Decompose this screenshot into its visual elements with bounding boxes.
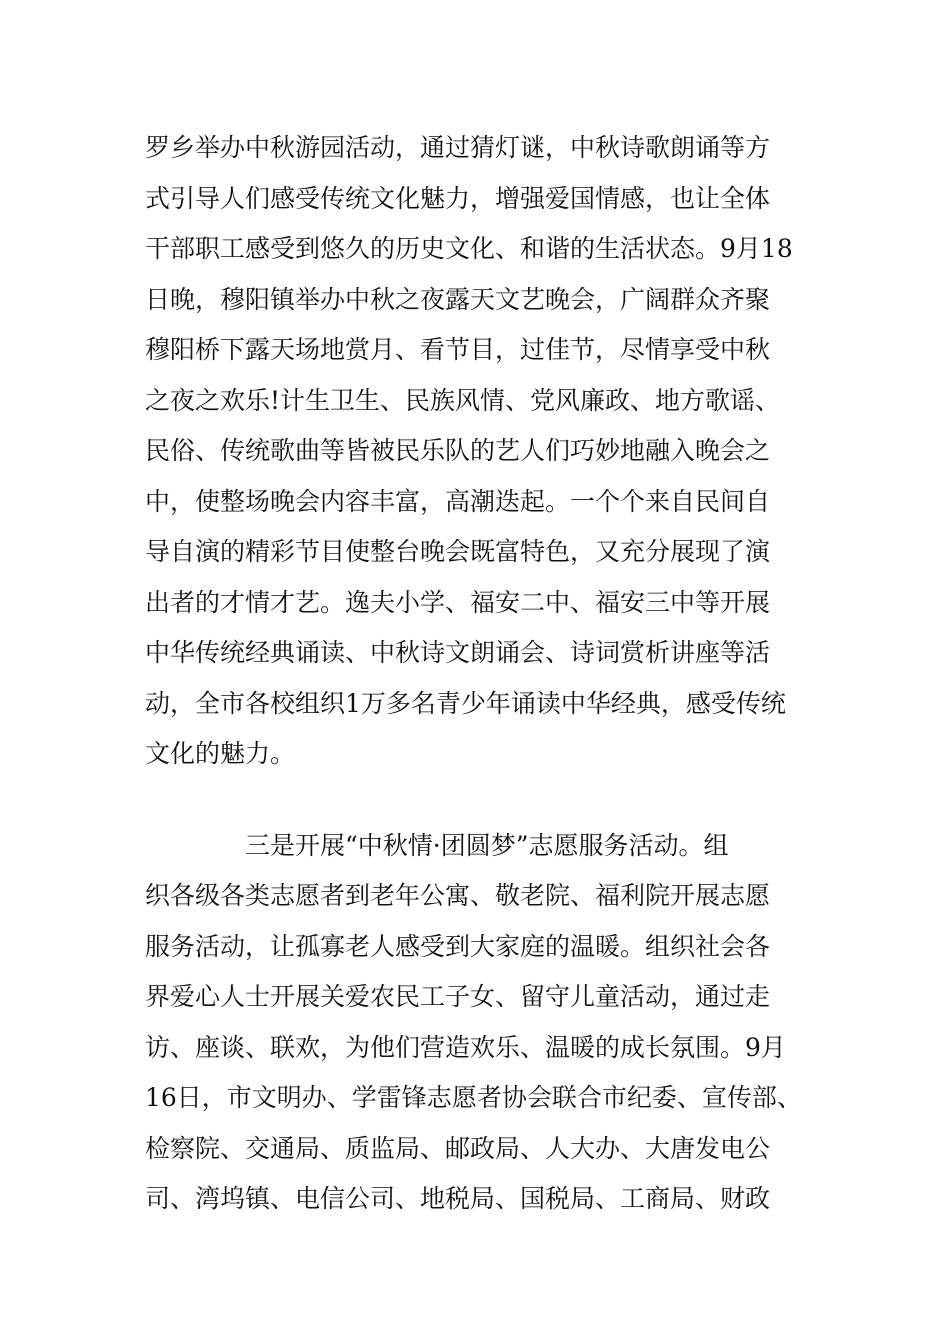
- text-line: 日晚，穆阳镇举办中秋之夜露天文艺晚会，广阔群众齐聚: [145, 285, 771, 314]
- text-line: 织各级各类志愿者到老年公寓、敬老院、福利院开展志愿: [145, 881, 771, 910]
- text-line: 民俗、传统歌曲等皆被民乐队的艺人们巧妙地融入晚会之: [145, 436, 771, 465]
- text-line: 导自演的精彩节目使整台晚会既富特色，又充分展现了演: [145, 537, 771, 566]
- text-line: 出者的才情才艺。逸夫小学、福安二中、福安三中等开展: [145, 588, 771, 617]
- text-line: 司、湾坞镇、电信公司、地税局、国税局、工商局、财政: [145, 1184, 771, 1213]
- text-line: 三是开展“中秋情·团圆梦”志愿服务活动。组: [245, 831, 729, 860]
- text-line: 穆阳桥下露天场地赏月、看节目，过佳节，尽情享受中秋: [145, 335, 771, 364]
- text-line: 界爱心人士开展关爱农民工子女、留守儿童活动，通过走: [145, 982, 771, 1011]
- text-line: 动，全市各校组织1万多名青少年诵读中华经典，感受传统: [145, 689, 786, 718]
- text-line: 访、座谈、联欢，为他们营造欢乐、温暖的成长氛围。9月: [145, 1033, 786, 1062]
- text-line: 中，使整场晚会内容丰富，高潮迭起。一个个来自民间自: [145, 487, 771, 516]
- text-line: 文化的魅力。: [145, 739, 296, 768]
- text-line: 干部职工感受到悠久的历史文化、和谐的生活状态。9月18: [145, 234, 793, 263]
- text-line: 之夜之欢乐!计生卫生、民族风情、党风廉政、地方歌谣、: [145, 386, 781, 415]
- text-line: 检察院、交通局、质监局、邮政局、人大办、大唐发电公: [145, 1134, 771, 1163]
- text-line: 服务活动，让孤寡老人感受到大家庭的温暖。组织社会各: [145, 932, 771, 961]
- text-line: 16日，市文明办、学雷锋志愿者协会联合市纪委、宣传部、: [145, 1083, 802, 1112]
- text-line: 式引导人们感受传统文化魅力，增强爱国情感，也让全体: [145, 184, 771, 213]
- text-line: 中华传统经典诵读、中秋诗文朗诵会、诗词赏析讲座等活: [145, 638, 771, 667]
- text-line: 罗乡举办中秋游园活动，通过猜灯谜，中秋诗歌朗诵等方: [145, 133, 771, 162]
